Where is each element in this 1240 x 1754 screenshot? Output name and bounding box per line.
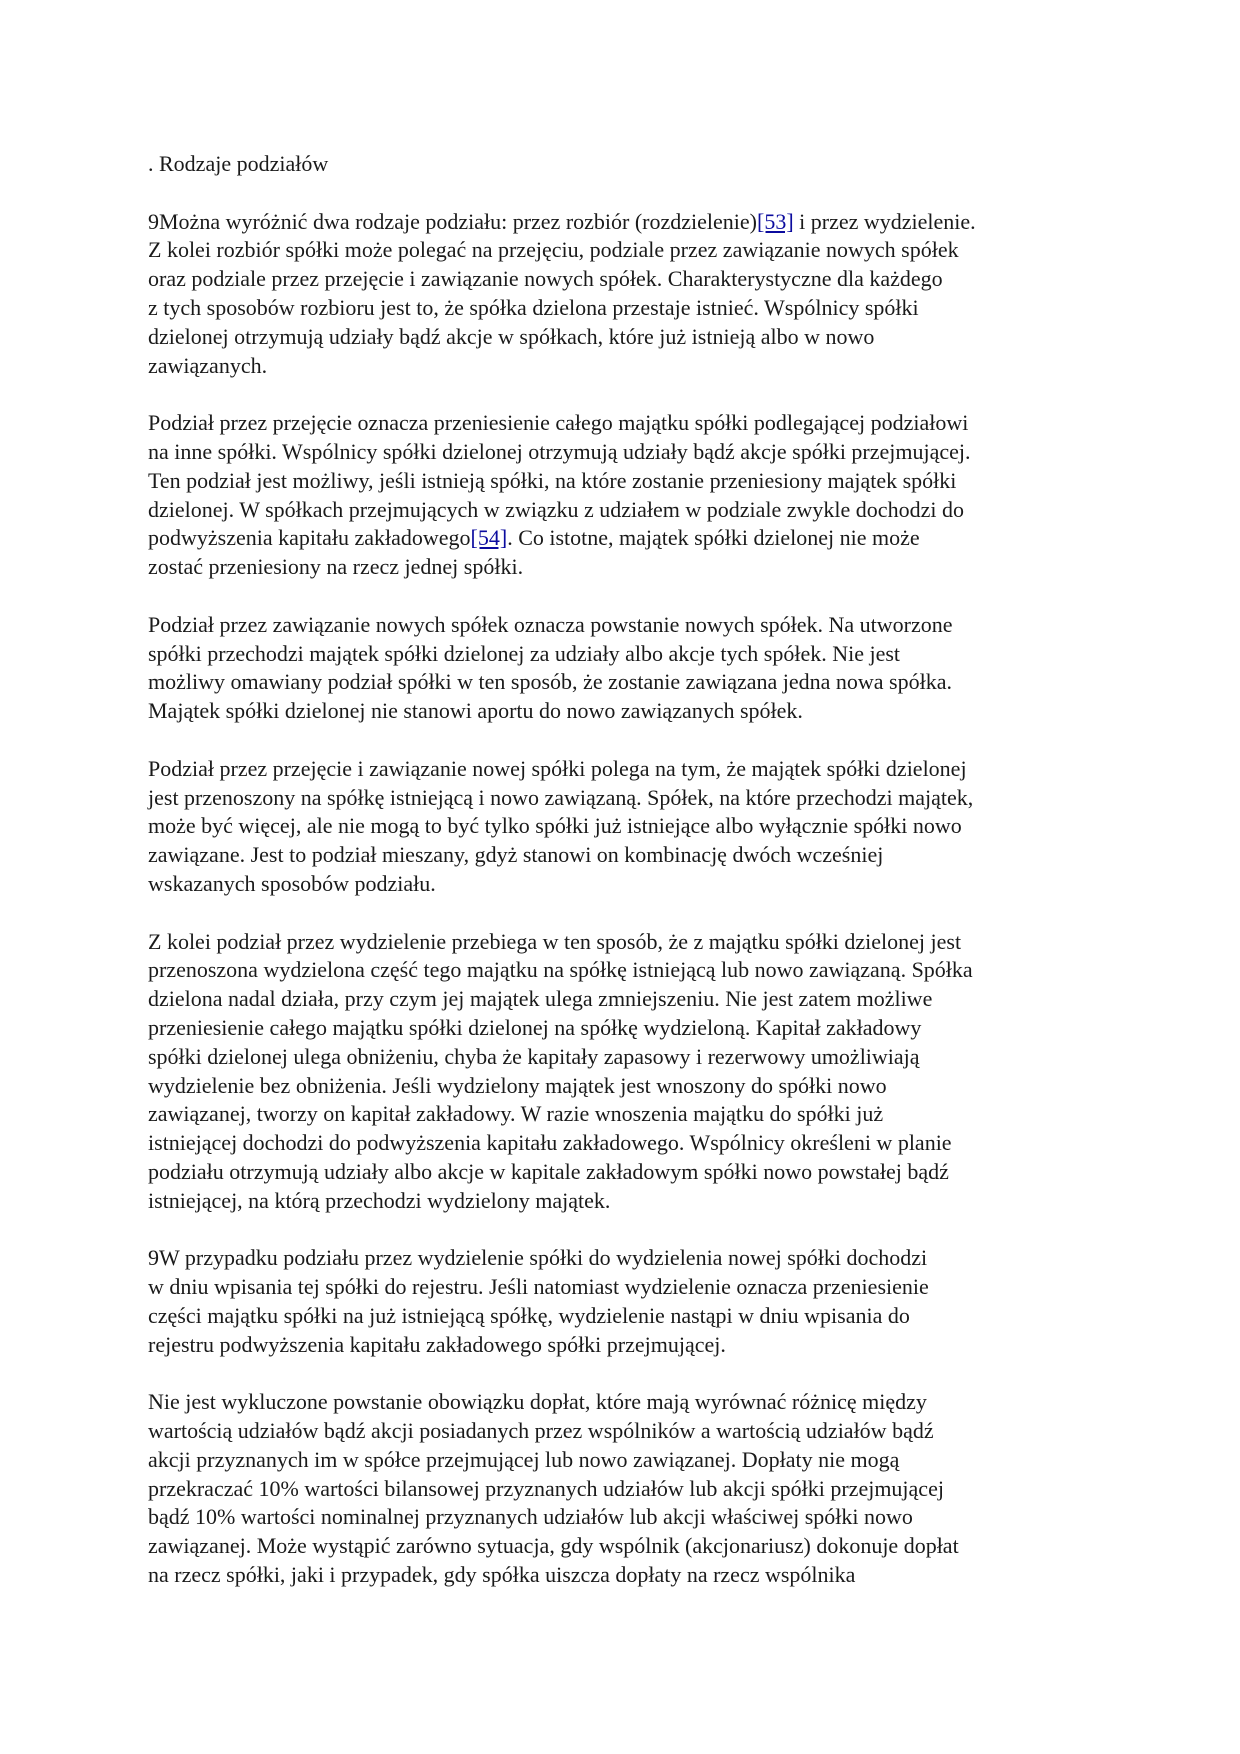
paragraph	[148, 1388, 1088, 1590]
text-line: z tych sposobów rozbioru jest to, że spółka dzielona przestaje istnieć. Wspólnicy spółki	[148, 294, 919, 320]
paragraph	[148, 208, 1088, 381]
text-line	[148, 208, 1088, 237]
paragraph	[148, 755, 1088, 899]
text-line: istniejącej dochodzi do podwyższenia kapitału zakładowego. Wspólnicy określeni w planie	[148, 1130, 952, 1156]
line-text: podwyższenia kapitału zakładowego	[148, 525, 471, 551]
section-heading: . Rodzaje podziałów	[148, 151, 329, 176]
text-line: wartością udziałów bądź akcji posiadanych przez wspólników a wartością udziałów bądź	[148, 1418, 934, 1444]
text-line: 9W przypadku podziału przez wydzielenie spółki do wydzielenia nowej spółki dochodzi	[148, 1245, 928, 1271]
text-line: jest przenoszony na spółkę istniejącą i nowo zawiązaną. Spółek, na które przechodzi majątek,	[148, 784, 974, 810]
text-line: Podział przez przejęcie i zawiązanie nowej spółki polega na tym, że majątek spółki dzielonej	[148, 755, 967, 781]
footnote-link[interactable]: [53]	[757, 208, 794, 234]
text-line: przeniesienie całego majątku spółki dzielonej na spółkę wydzieloną. Kapitał zakładowy	[148, 1014, 922, 1040]
text-line: Z kolei podział przez wydzielenie przebiega w ten sposób, że z majątku spółki dzielonej jest	[148, 928, 962, 954]
text-line: Podział przez zawiązanie nowych spółek oznacza powstanie nowych spółek. Na utworzone	[148, 611, 953, 637]
text-line: spółki przechodzi majątek spółki dzielonej za udziały albo akcje tych spółek. Nie jest	[148, 640, 901, 666]
text-line: zawiązanych.	[148, 352, 268, 378]
text-line: w dniu wpisania tej spółki do rejestru. Jeśli natomiast wydzielenie oznacza przeniesienie	[148, 1274, 929, 1300]
text-line: Majątek spółki dzielonej nie stanowi aportu do nowo zawiązanych spółek.	[148, 698, 803, 724]
text-line: Z kolei rozbiór spółki może polegać na przejęciu, podziale przez zawiązanie nowych spółek	[148, 237, 959, 263]
text-line: może być więcej, ale nie mogą to być tylko spółki już istniejące albo wyłącznie spółki nowo	[148, 813, 962, 839]
text-line: przekraczać 10% wartości bilansowej przyznanych udziałów lub akcji spółki przejmującej	[148, 1475, 944, 1501]
paragraph	[148, 1244, 1088, 1359]
text-line: na inne spółki. Wspólnicy spółki dzielonej otrzymują udziały bądź akcje spółki przejmującej.	[148, 438, 971, 464]
paragraph	[148, 409, 1088, 582]
paragraph	[148, 611, 1088, 726]
document-body	[148, 150, 1088, 1619]
text-line: akcji przyznanych im w spółce przejmującej lub nowo zawiązanej. Dopłaty nie mogą	[148, 1446, 900, 1472]
text-line: na rzecz spółki, jaki i przypadek, gdy spółka uiszcza dopłaty na rzecz wspólnika	[148, 1562, 856, 1588]
text-line: dzielonej otrzymują udziały bądź akcje w spółkach, które już istnieją albo w nowo	[148, 323, 875, 349]
paragraph	[148, 928, 1088, 1216]
text-line: podziału otrzymują udziały albo akcje w kapitale zakładowym spółki nowo powstałej bądź	[148, 1158, 949, 1184]
text-line	[148, 524, 1088, 553]
text-line: zawiązane. Jest to podział mieszany, gdyż stanowi on kombinację dwóch wcześniej	[148, 842, 884, 868]
text-line: dzielona nadal działa, przy czym jej majątek ulega zmniejszeniu. Nie jest zatem możliwe	[148, 986, 933, 1012]
text-line: rejestru podwyższenia kapitału zakładowego spółki przejmującej.	[148, 1331, 726, 1357]
text-line: bądź 10% wartości nominalnej przyznanych udziałów lub akcji właściwej spółki nowo	[148, 1504, 913, 1530]
text-line: przenoszona wydzielona część tego majątku na spółkę istniejącą lub nowo zawiązaną. Spółka	[148, 957, 973, 983]
text-line: Nie jest wykluczone powstanie obowiązku dopłat, które mają wyrównać różnicę między	[148, 1389, 927, 1415]
text-line: Podział przez przejęcie oznacza przeniesienie całego majątku spółki podlegającej podziałowi	[148, 410, 969, 436]
text-line: oraz podziale przez przejęcie i zawiązanie nowych spółek. Charakterystyczne dla każdego	[148, 266, 943, 292]
line-text: 9Można wyróżnić dwa rodzaje podziału: przez rozbiór (rozdzielenie)	[148, 208, 757, 234]
text-line: wydzielenie bez obniżenia. Jeśli wydzielony majątek jest wnoszony do spółki nowo	[148, 1072, 887, 1098]
text-line: dzielonej. W spółkach przejmujących w związku z udziałem w podziale zwykle dochodzi do	[148, 496, 964, 522]
line-text: i przez wydzielenie.	[793, 208, 976, 234]
text-line: części majątku spółki na już istniejącą spółkę, wydzielenie nastąpi w dniu wpisania do	[148, 1302, 910, 1328]
text-line: zawiązanej, tworzy on kapitał zakładowy. W razie wnoszenia majątku do spółki już	[148, 1101, 884, 1127]
footnote-link[interactable]: [54]	[470, 525, 508, 551]
text-line: Ten podział jest możliwy, jeśli istnieją spółki, na które zostanie przeniesiony majątek spółki	[148, 467, 957, 493]
text-line: możliwy omawiany podział spółki w ten sposób, że zostanie zawiązana jedna nowa spółka.	[148, 669, 952, 695]
text-line: wskazanych sposobów podziału.	[148, 870, 436, 896]
text-line: istniejącej, na którą przechodzi wydzielony majątek.	[148, 1187, 611, 1213]
text-line: zawiązanej. Może wystąpić zarówno sytuacja, gdy wspólnik (akcjonariusz) dokonuje dopłat	[148, 1533, 959, 1559]
line-text: . Co istotne, majątek spółki dzielonej nie może	[507, 525, 920, 551]
text-line: spółki dzielonej ulega obniżeniu, chyba że kapitały zapasowy i rezerwowy umożliwiają	[148, 1043, 920, 1069]
text-line: zostać przeniesiony na rzecz jednej spółki.	[148, 554, 524, 580]
paragraphs-container	[148, 208, 1088, 1590]
